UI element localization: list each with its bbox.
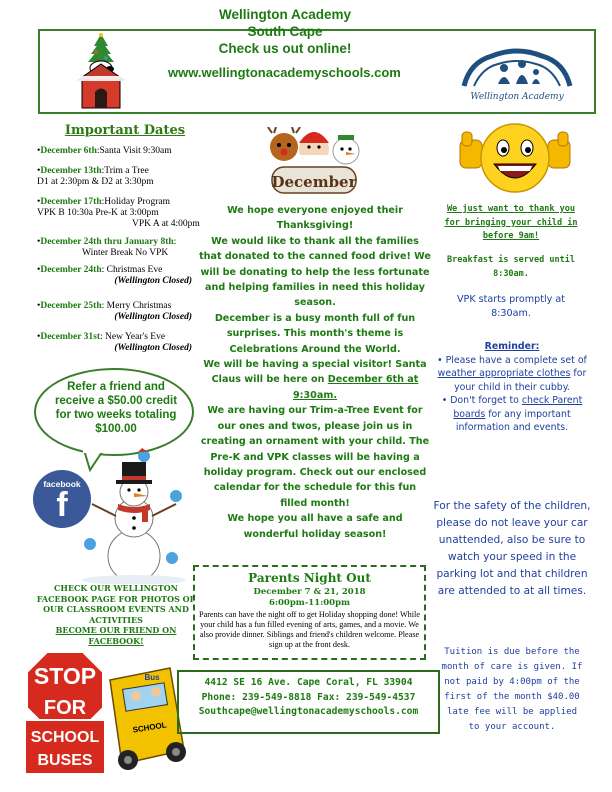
date-item: •December 6th:Santa Visit 9:30am <box>37 146 172 156</box>
header-line-1: Wellington Academy <box>218 7 352 22</box>
thumbs-up-smiley-image <box>456 118 574 198</box>
center-paragraph: We hope you all have a safe and wonderful holiday season! <box>227 513 403 540</box>
reminder-text: • Don't forget to <box>441 395 522 406</box>
tuition-message: Tuition is due before the month of care is given. If not paid by 4:00pm of the first of the month $40.00 late fee will be applied to your account. <box>441 647 583 732</box>
parents-night-out-box <box>193 565 426 660</box>
header-line-3: Check us out online! <box>218 41 352 56</box>
logo-emblem-icon <box>456 40 578 94</box>
date-item: •December 25th: Merry Christmas (Wellington Closed) <box>37 301 222 323</box>
for-text: FOR <box>43 697 87 719</box>
center-message <box>199 203 431 542</box>
contact-text <box>179 676 438 720</box>
thanks-message: We just want to thank you for bringing your child in before 9am! <box>444 204 578 241</box>
contact-box <box>177 670 440 734</box>
important-dates-title: Important Dates <box>64 123 186 138</box>
date-text: : <box>173 237 177 247</box>
date-text: :Trim a Tree <box>101 166 149 176</box>
date-label: December 24th <box>40 265 102 275</box>
date-item: •December 24th: Christmas Eve (Wellington Closed) <box>37 265 222 287</box>
date-item: •December 17th:Holiday Program VPK B 10:30a Pre-K at 3:00pm VPK A at 4:00pm <box>37 197 222 230</box>
date-text: : New Year's Eve <box>100 332 166 342</box>
date-text: : Merry Christmas <box>101 301 172 311</box>
phone-fax-line: Phone: 239-549-8818 Fax: 239-549-4537 <box>201 691 416 703</box>
safety-message: For the safety of the children, please do not leave your car unattended, also be sure to watch your speed in the parking lot and that children are attended to at all times. <box>433 500 591 597</box>
december-label: December <box>271 173 357 191</box>
date-label: December 24th thru January 8th <box>40 237 174 247</box>
date-label: December 17th <box>40 197 102 207</box>
website-link[interactable]: www.wellingtonacademyschools.com <box>168 65 401 80</box>
date-label: December 6th <box>40 146 97 156</box>
reminder-section <box>432 340 592 435</box>
facebook-promo-line-2: BECOME OUR FRIEND ON FACEBOOK! <box>55 625 177 646</box>
reminder-title: Reminder: <box>484 341 540 352</box>
date-label: December 13th <box>40 166 102 176</box>
vpk-text: VPK starts promptly at 8:30am. <box>456 294 565 319</box>
date-item: •December 24th thru January 8th: Winter Break No VPK <box>37 237 222 259</box>
date-text: :Santa Visit 9:30am <box>96 146 172 156</box>
snowman-with-birds-image <box>78 448 190 584</box>
referral-text: Refer a friend and receive a $50.00 credit for two weeks totaling $100.00 <box>54 381 178 435</box>
center-paragraph: We are having our Trim-a-Tree Event for our ones and twos, please join us in creating an ornament with your child. The Pre-K and VPK classes will be having a holiday program. Check out our enclosed calendar for the schedule for this fun filled month! <box>200 405 430 509</box>
date-text: :Holiday Program <box>101 197 170 207</box>
facebook-promo-line-1: CHECK OUR WELLINGTON FACEBOOK PAGE FOR PHOTOS OF OUR CLASSROOM EVENTS AND ACTIVITIES <box>36 583 196 625</box>
date-subtext: Winter Break No VPK <box>82 248 169 258</box>
date-label: December 31st <box>40 332 101 342</box>
reminder-emphasis: check Parent boards <box>453 395 583 420</box>
referral-bubble <box>34 368 194 456</box>
breakfast-message: Breakfast is served until 8:30am. <box>447 255 575 279</box>
address-line: 4412 SE 16 Ave. Cape Coral, FL 33904 <box>204 677 413 688</box>
date-closed-note: (Wellington Closed) <box>114 312 192 322</box>
facebook-label: facebook <box>43 479 81 489</box>
school-text: SCHOOL <box>30 729 100 746</box>
wellington-logo <box>456 40 578 104</box>
date-item: •December 13th:Trim a Tree D1 at 2:30pm & D2 at 3:30pm <box>37 166 222 188</box>
email-link[interactable]: Southcape@wellingtonacademyschools.com <box>198 706 419 717</box>
center-paragraph: December is a busy month full of fun surprises. This month's theme is Celebrations Around the World. <box>214 312 416 355</box>
bus-school-label: SCHOOL <box>131 720 168 735</box>
facebook-f-icon: f <box>56 486 68 524</box>
snoopy-doghouse-image <box>70 32 132 110</box>
santa-visit-text: We will be having a special visitor! Santa Claus will be here on <box>203 359 427 386</box>
center-paragraph: We hope everyone enjoyed their Thanksgiving! <box>227 205 403 232</box>
parents-night-out-title: Parents Night Out <box>248 571 371 585</box>
santa-visit-date: December 6th at 9:30am. <box>293 374 419 401</box>
reminder-text: • Please have a complete set of <box>437 354 587 366</box>
stop-for-school-buses-sign <box>25 650 105 778</box>
reminder-item <box>432 354 592 395</box>
date-text: : Christmas Eve <box>101 265 163 275</box>
center-paragraph: We would like to thank all the families that donated to the canned food drive! We will be donating to help the less fortunate and helping families in need this holiday season. <box>199 235 431 309</box>
reminder-text: for any important information and events. <box>455 408 571 433</box>
parents-night-out-body: Parents can have the night off to get Holiday shopping done! While your child has a fun filled evening of arts, games, and a movie. We also provide dinner. Siblings and friend's children welcome. Please sign up at the front desk. <box>199 610 420 649</box>
parents-night-out-date: December 7 & 21, 2018 <box>253 587 366 597</box>
header-line-2: South Cape <box>247 24 323 39</box>
date-subtext: D1 at 2:30pm & D2 at 3:30pm <box>37 177 154 187</box>
facebook-promo-text <box>36 583 196 646</box>
reminder-text: for your child in their cubby. <box>454 368 587 393</box>
parents-night-out-time: 6:00pm-11:00pm <box>268 598 351 608</box>
stop-text: STOP <box>33 663 97 689</box>
date-subtext: VPK B 10:30a Pre-K at 3:00pm <box>37 208 159 218</box>
reminder-item <box>432 394 592 435</box>
bus-label: Bus <box>144 673 160 682</box>
buses-text: BUSES <box>37 752 93 769</box>
date-closed-note: (Wellington Closed) <box>114 276 192 286</box>
december-characters-image <box>262 127 366 197</box>
date-label: December 25th <box>40 301 102 311</box>
date-item: •December 31st: New Year's Eve (Wellington Closed) <box>37 332 222 354</box>
reminder-emphasis: weather appropriate clothes <box>437 368 571 379</box>
vpk-message <box>437 293 585 321</box>
date-subtext: VPK A at 4:00pm <box>132 219 200 229</box>
center-paragraph <box>199 357 431 403</box>
date-closed-note: (Wellington Closed) <box>114 343 192 353</box>
header-title <box>145 6 425 57</box>
parents-night-out-dates <box>195 587 424 609</box>
logo-caption: Wellington Academy <box>470 92 564 102</box>
